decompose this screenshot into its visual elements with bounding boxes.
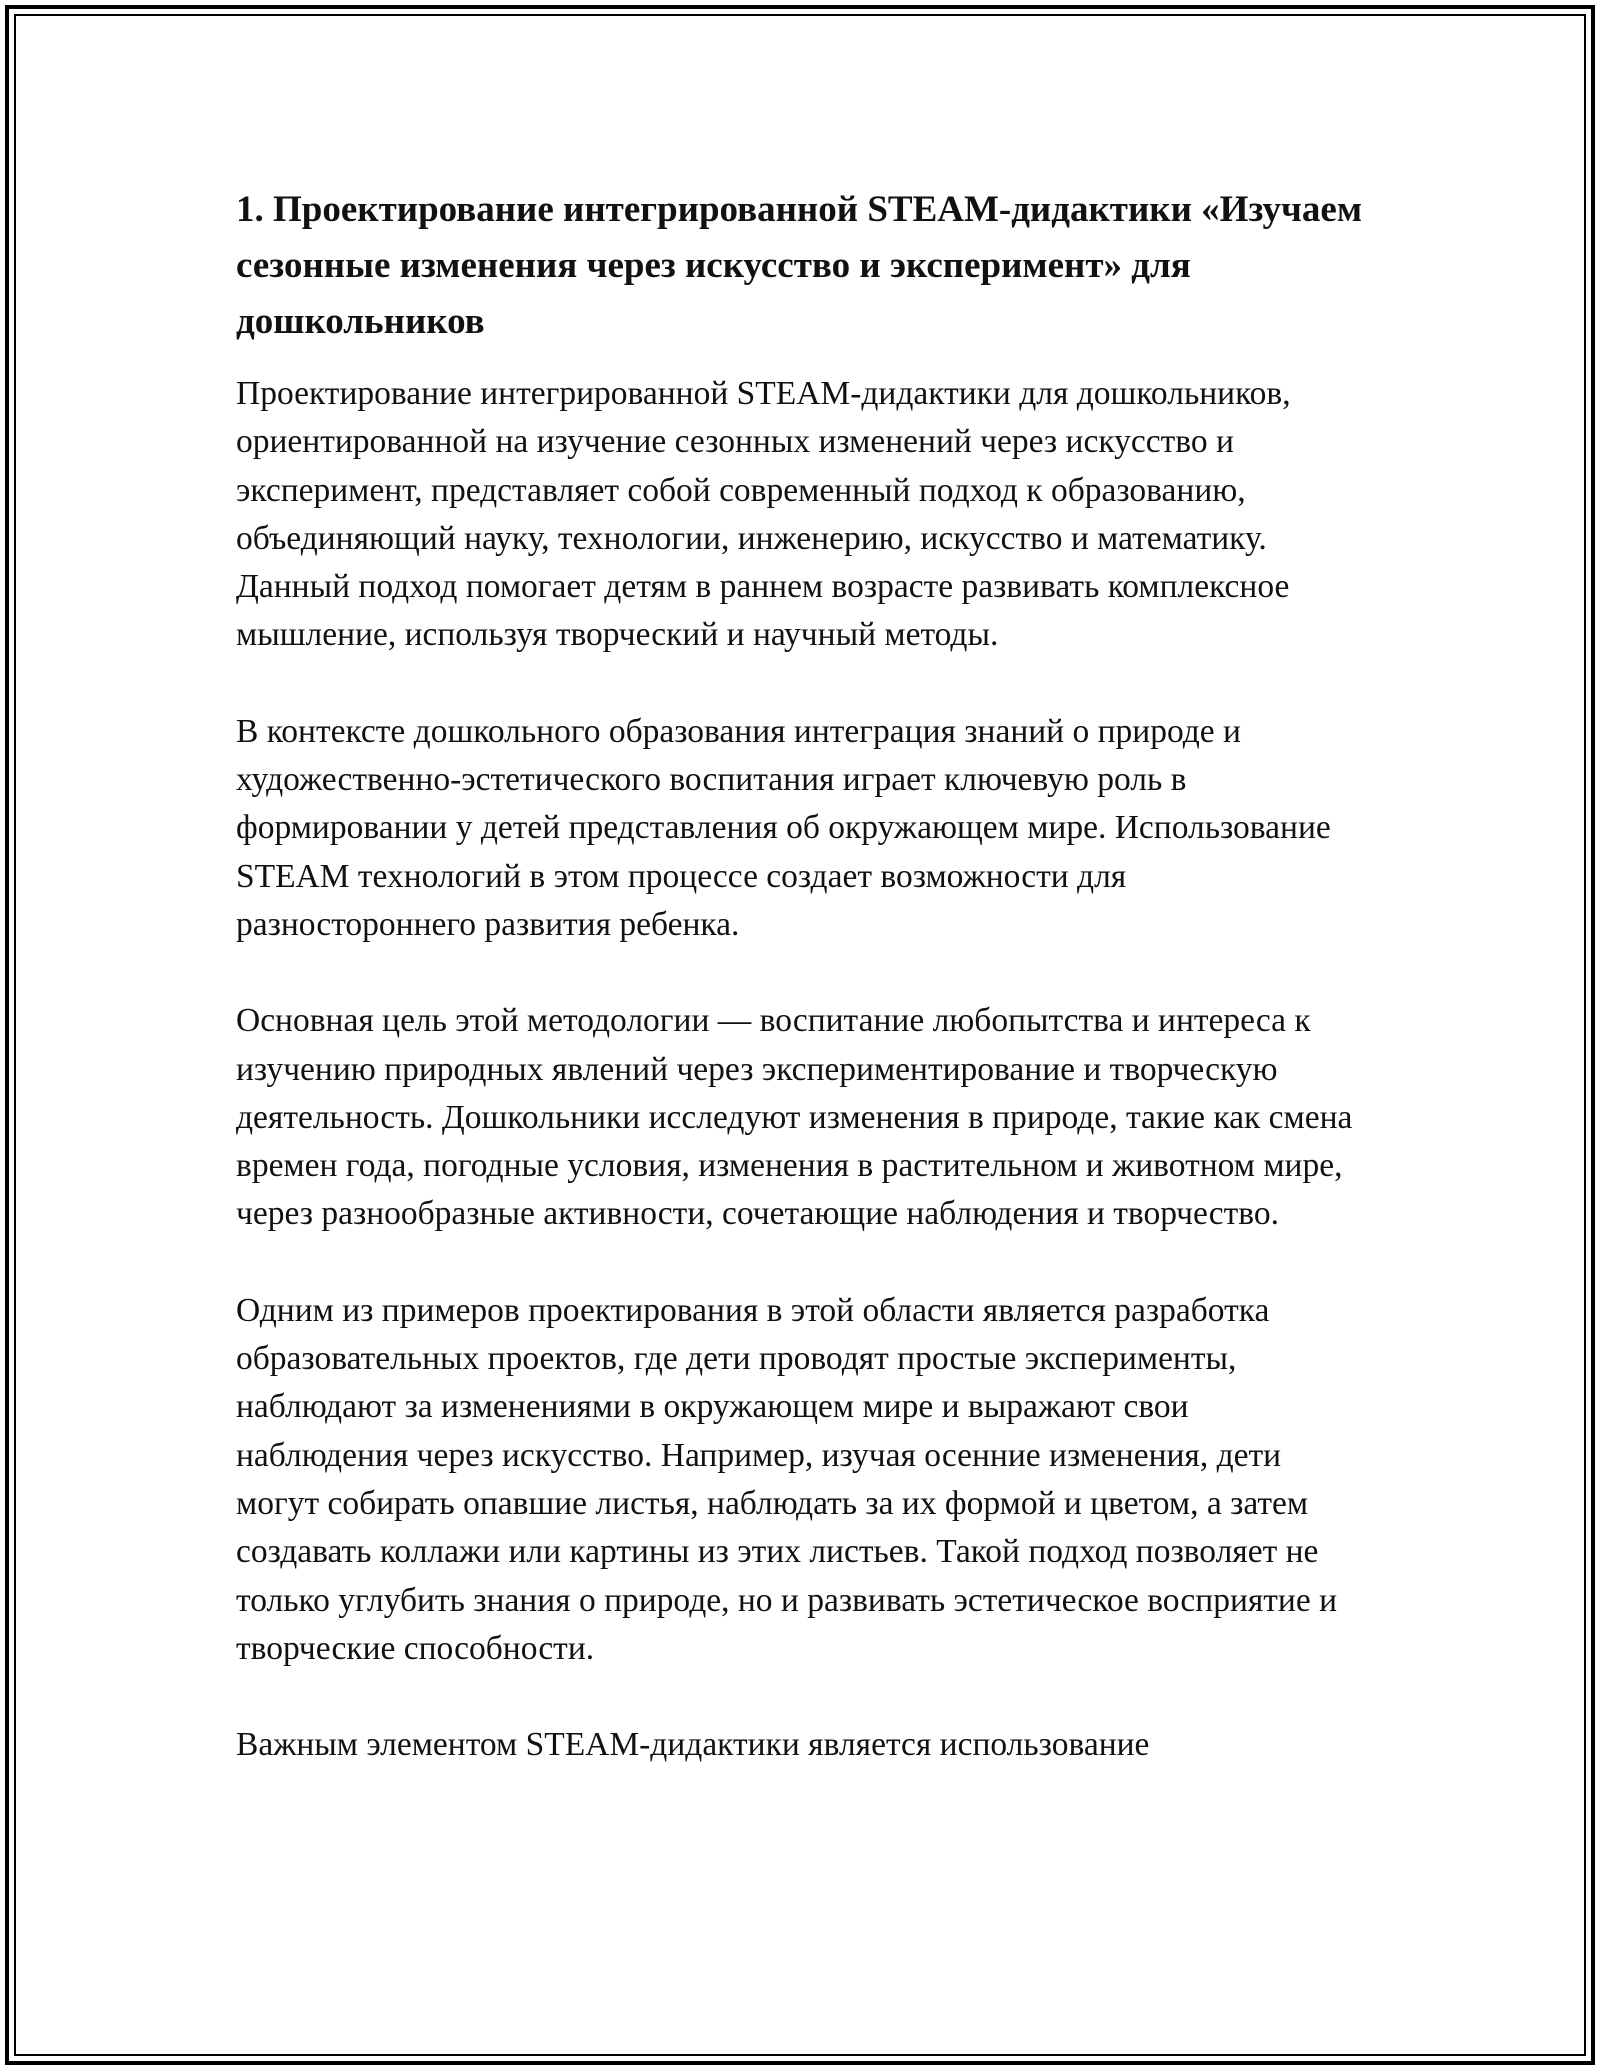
paragraph-2: В контексте дошкольного образования интеграция знаний о природе и художественно-эстетического воспитания играет ключевую роль в формировании у детей представления об окружающем мире. Использование STEAM технологий в этом процессе создает возможности для разностороннего развития ребенка.	[236, 712, 1331, 943]
section-heading: 1. Проектирование интегрированной STEAM-дидактики «Изучаем сезонные изменения через искусство и эксперимент» для дошкольников	[236, 189, 1363, 342]
paragraph-5: Важным элементом STEAM-дидактики является использование	[236, 1726, 1150, 1764]
paragraph-3: Основная цель этой методологии — воспитание любопытства и интереса к изучению природных явлений через экспериментирование и творческую деятельность. Дошкольники исследуют изменения в природе, такие как смена времен года, погодные условия, изменения в растительном и животном мире, через разнообразные активности, сочетающие наблюдения и творчество.	[236, 1002, 1353, 1233]
document-body	[236, 182, 1366, 1769]
paragraph-1: Проектирование интегрированной STEAM-дидактики для дошкольников, ориентированной на изучение сезонных изменений через искусство и эксперимент, представляет собой современный подход к образованию, объединяющий науку, технологии, инженерию, искусство и математику. Данный подход помогает детям в раннем возрасте развивать комплексное мышление, используя творческий и научный методы.	[236, 375, 1291, 654]
paragraph-4: Одним из примеров проектирования в этой области является разработка образовательных проектов, где дети проводят простые эксперименты, наблюдают за изменениями в окружающем мире и выражают свои наблюдения через искусство. Например, изучая осенние изменения, дети могут собирать опавшие листья, наблюдать за их формой и цветом, а затем создавать коллажи или картины из этих листьев. Такой подход позволяет не только углубить знания о природе, но и развивать эстетическое восприятие и творческие способности.	[236, 1291, 1338, 1667]
